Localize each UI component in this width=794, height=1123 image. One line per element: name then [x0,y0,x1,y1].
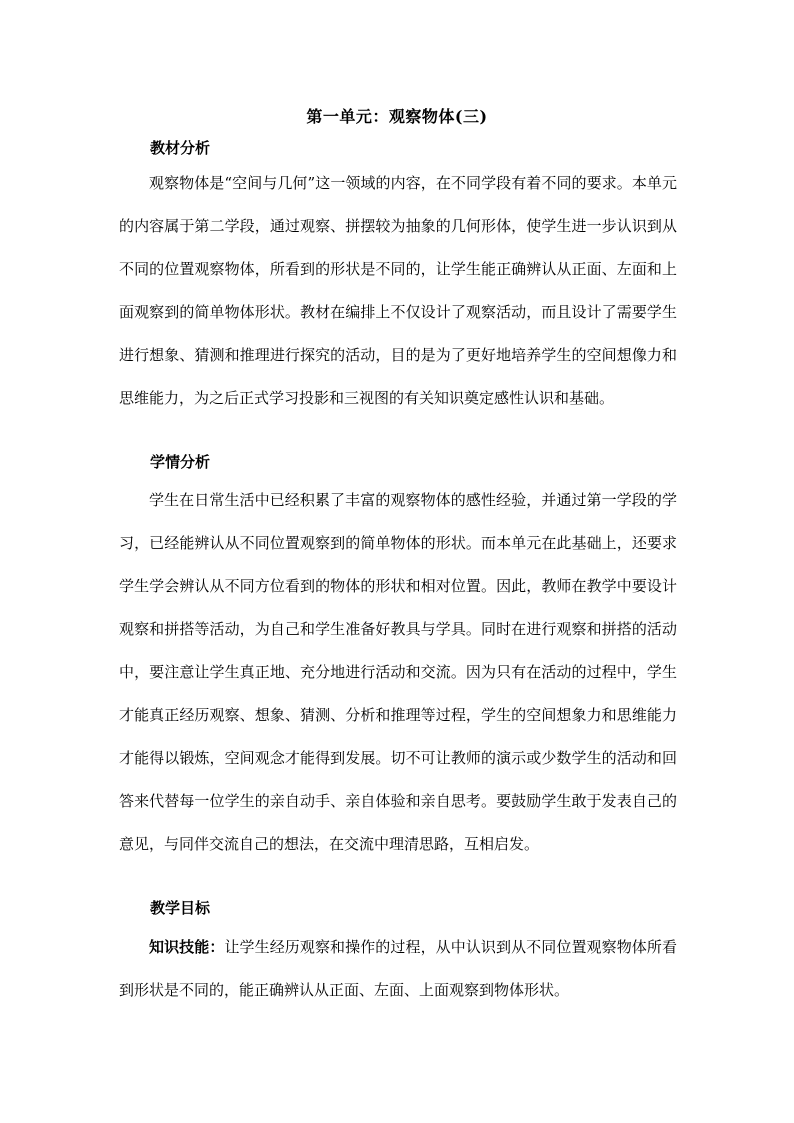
section-heading-teaching-goals: 教学目标 [150,899,211,917]
paragraph-teaching-goals [119,926,677,1012]
paragraph-student-analysis: 学生在日常生活中已经积累了丰富的观察物体的感性经验，并通过第一学段的学习，已经能辨认从不同位置观察到的简单物体的形状。而本单元在此基础上，还要求学生学会辨认从不同方位看到的物体的形状和相对位置。因此，教师在教学中要设计观察和拼搭等活动，为自己和学生准备好教具与学具。同时在进行观察和拼搭的活动中，要注意让学生真正地、充分地进行活动和交流。因为只有在活动的过程中，学生才能真正经历观察、想象、猜测、分析和推理等过程，学生的空间想象力和思维能力才能得以锻炼，空间观念才能得到发展。切不可让教师的演示或少数学生的活动和回答来代替每一位学生的亲自动手、亲自体验和亲自思考。要鼓励学生敢于发表自己的意见，与同伴交流自己的想法，在交流中理清思路，互相启发。 [119,491,677,853]
knowledge-skills-text: 让学生经历观察和操作的过程，从中认识到从不同位置观察物体所看到形状是不同的，能正确辨认从正面、左面、上面观察到物体形状。 [119,938,677,999]
section-heading-student-analysis: 学情分析 [150,453,211,471]
knowledge-skills-label: 知识技能： [149,938,225,956]
section-heading-textbook-analysis: 教材分析 [150,139,211,157]
paragraph-textbook-analysis: 观察物体是“空间与几何”这一领域的内容，在不同学段有着不同的要求。本单元的内容属于第二学段，通过观察、拼摆较为抽象的几何形体，使学生进一步认识到从不同的位置观察物体，所看到的形状是不同的，让学生能正确辨认从正面、左面和上面观察到的简单物体形状。教材在编排上不仅设计了观察活动，而且设计了需要学生进行想象、猜测和推理进行探究的活动，目的是为了更好地培养学生的空间想像力和思维能力，为之后正式学习投影和三视图的有关知识奠定感性认识和基础。 [119,174,677,407]
document-title: 第一单元：观察物体(三) [306,107,488,126]
